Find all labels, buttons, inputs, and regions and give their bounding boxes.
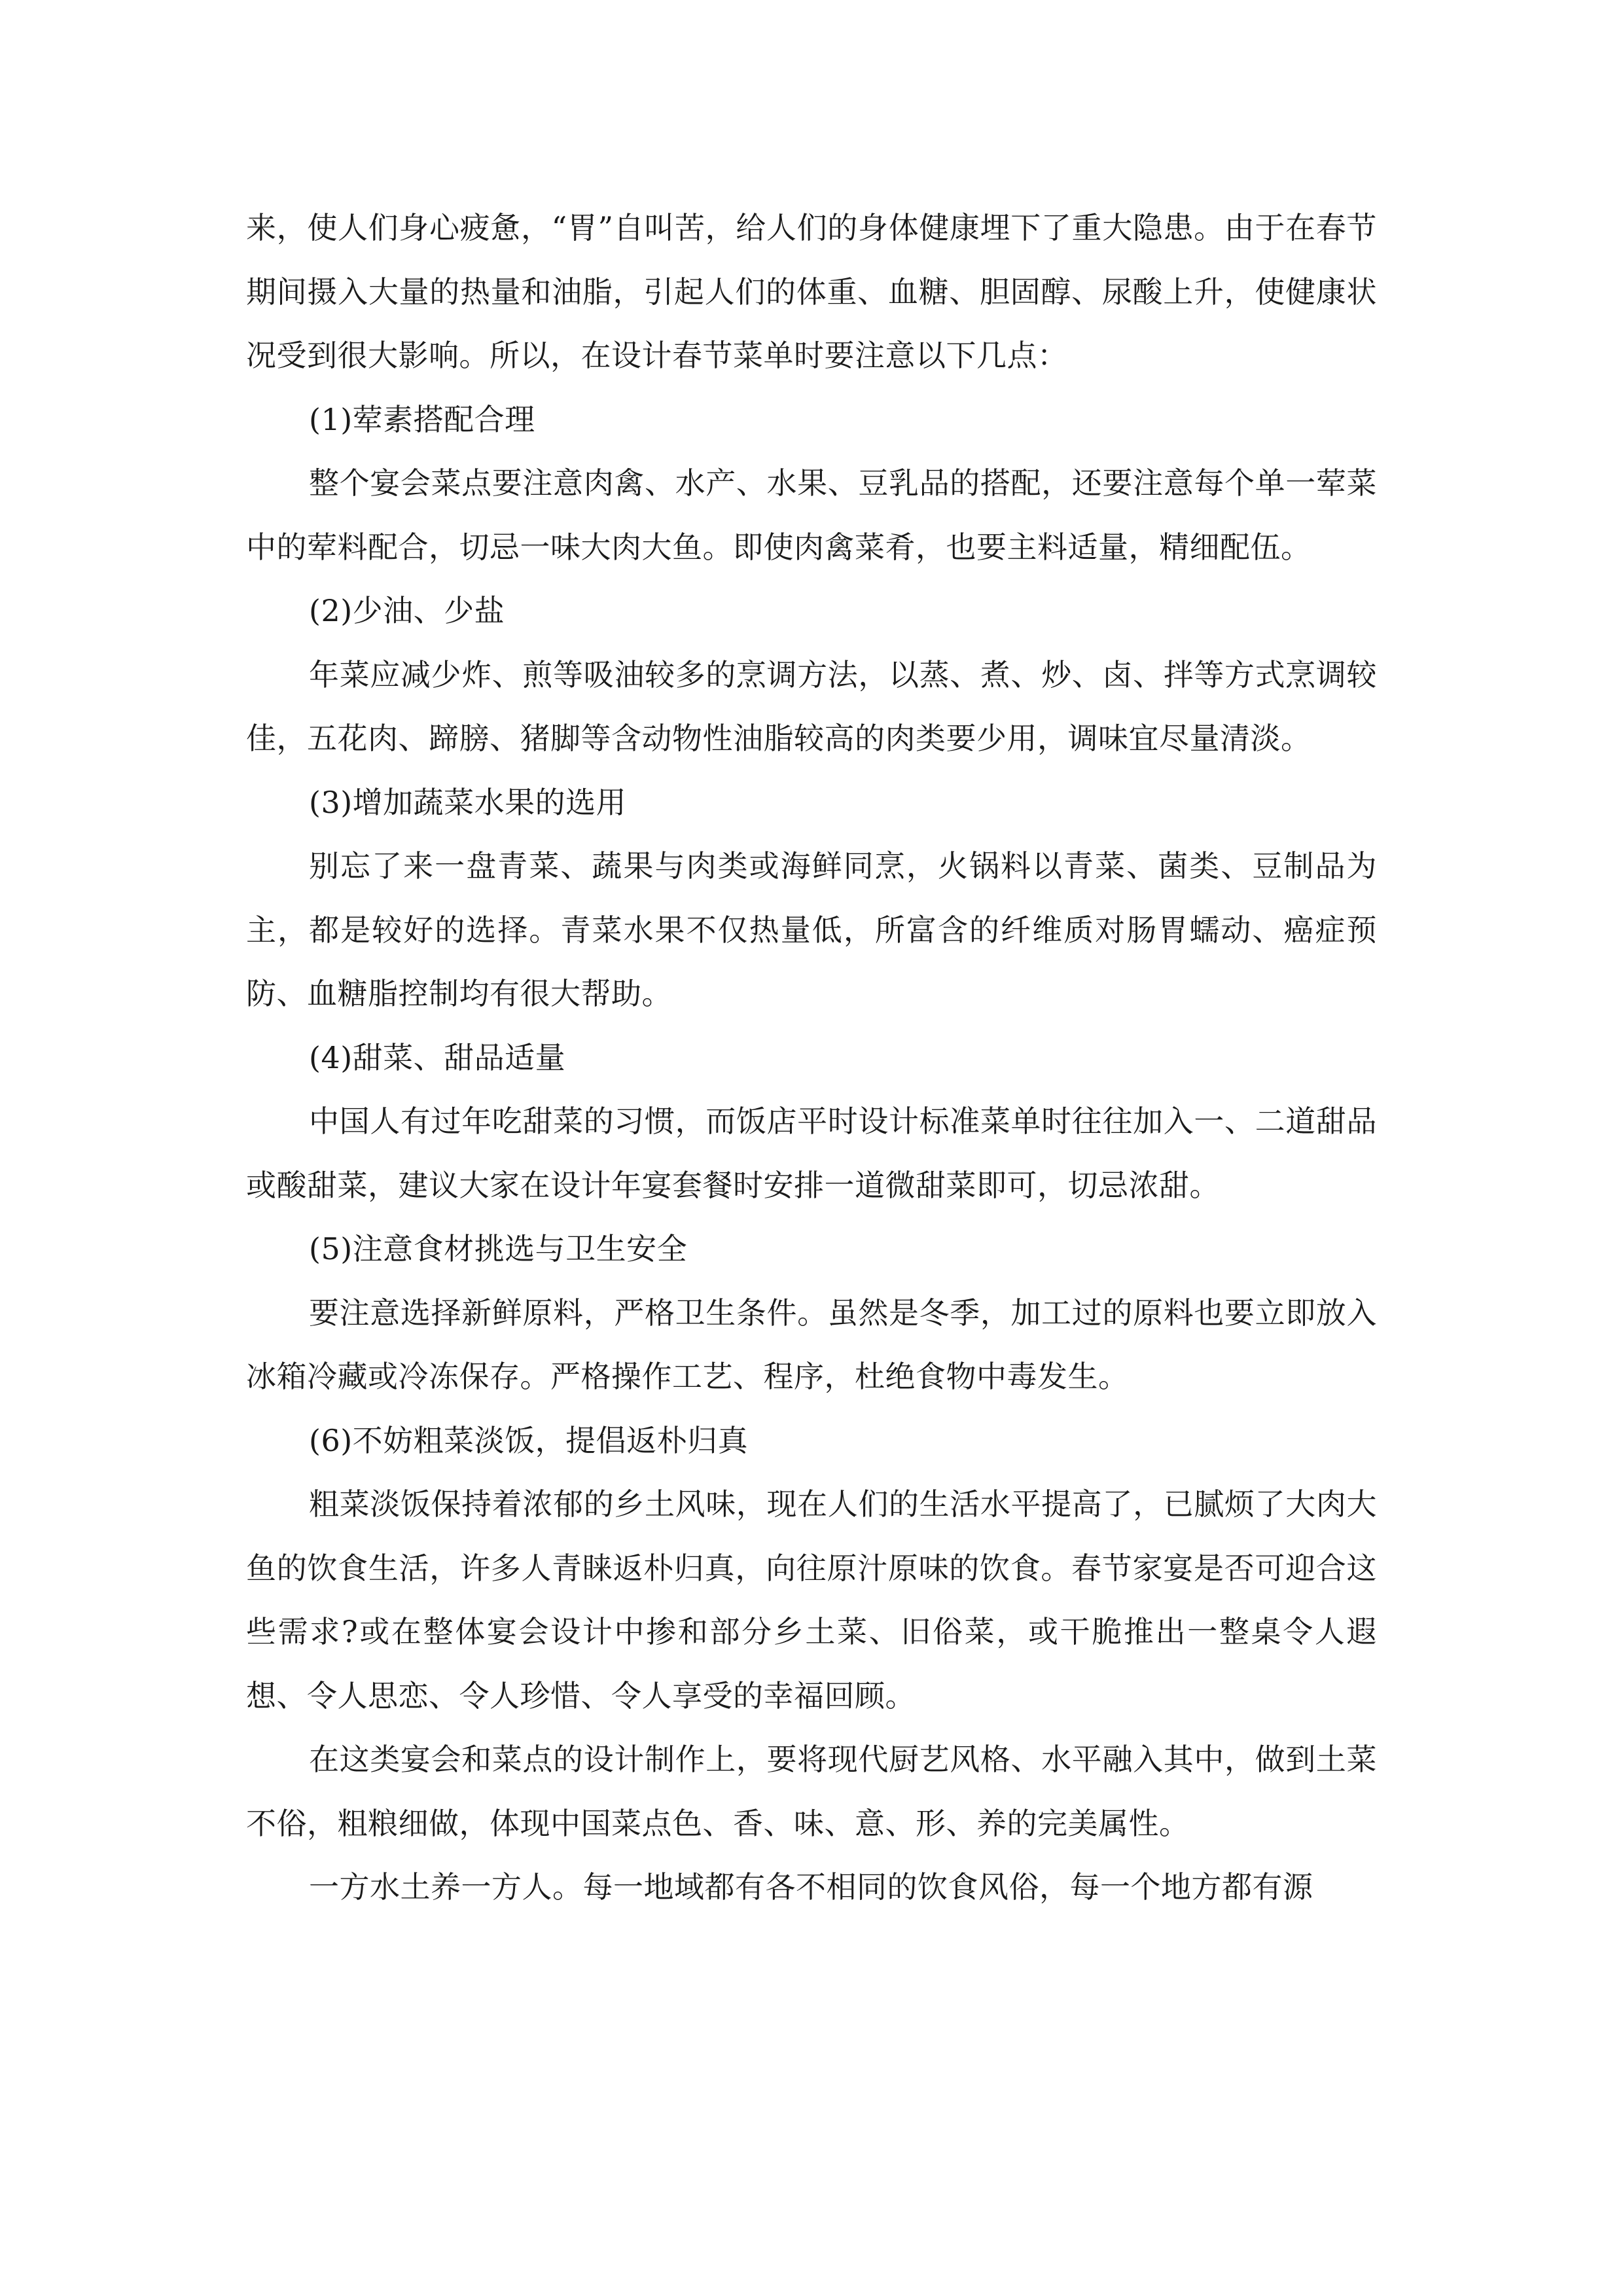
section-heading-3: (3)增加蔬菜水果的选用 [309,784,627,820]
section-heading-1: (1)荤素搭配合理 [309,401,535,437]
section-heading-6: (6)不妨粗菜淡饭，提倡返朴归真 [309,1422,749,1458]
paragraph-intro: 来，使人们身心疲惫，“胃”自叫苦，给人们的身体健康埋下了重大隐患。由于在春节期间摄入大量的热量和油脂，引起人们的体重、血糖、胆固醇、尿酸上升，使健康状况受到很大影响。所以，在设计春节菜单时要注意以下几点： [246,210,1377,373]
paragraph-section-1: 整个宴会菜点要注意肉禽、水产、水果、豆乳品的搭配，还要注意每个单一荤菜中的荤料配合，切忌一味大肉大鱼。即使肉禽菜肴，也要主料适量，精细配伍。 [246,465,1377,565]
paragraph-design-note: 在这类宴会和菜点的设计制作上，要将现代厨艺风格、水平融入其中，做到土菜不俗，粗粮细做，体现中国菜点色、香、味、意、形、养的完美属性。 [246,1742,1377,1841]
paragraph-section-6: 粗菜淡饭保持着浓郁的乡土风味，现在人们的生活水平提高了，已腻烦了大肉大鱼的饮食生活，许多人青睐返朴归真，向往原汁原味的饮食。春节家宴是否可迎合这些需求?或在整体宴会设计中掺和部分乡土菜、旧俗菜，或干脆推出一整桌令人遐想、令人思恋、令人珍惜、令人享受的幸福回顾。 [246,1486,1377,1713]
paragraph-section-5: 要注意选择新鲜原料，严格卫生条件。虽然是冬季，加工过的原料也要立即放入冰箱冷藏或冷冻保存。严格操作工艺、程序，杜绝食物中毒发生。 [246,1295,1377,1394]
paragraph-section-3: 别忘了来一盘青菜、蔬果与肉类或海鲜同烹，火锅料以青菜、菌类、豆制品为主，都是较好的选择。青菜水果不仅热量低，所富含的纤维质对肠胃蠕动、癌症预防、血糖脂控制均有很大帮助。 [246,848,1377,1011]
paragraph-section-2: 年菜应减少炸、煎等吸油较多的烹调方法，以蒸、煮、炒、卤、拌等方式烹调较佳，五花肉、蹄膀、猪脚等含动物性油脂较高的肉类要少用，调味宜尽量清淡。 [246,656,1377,756]
paragraph-section-4: 中国人有过年吃甜菜的习惯，而饭店平时设计标准菜单时往往加入一、二道甜品或酸甜菜，建议大家在设计年宴套餐时安排一道微甜菜即可，切忌浓甜。 [246,1103,1377,1203]
paragraph-closing: 一方水土养一方人。每一地域都有各不相同的饮食风俗，每一个地方都有源 [309,1869,1313,1905]
section-heading-4: (4)甜菜、甜品适量 [309,1039,566,1075]
document-body [246,196,1377,1920]
section-heading-5: (5)注意食材挑选与卫生安全 [309,1231,688,1266]
section-heading-2: (2)少油、少盐 [309,593,505,628]
